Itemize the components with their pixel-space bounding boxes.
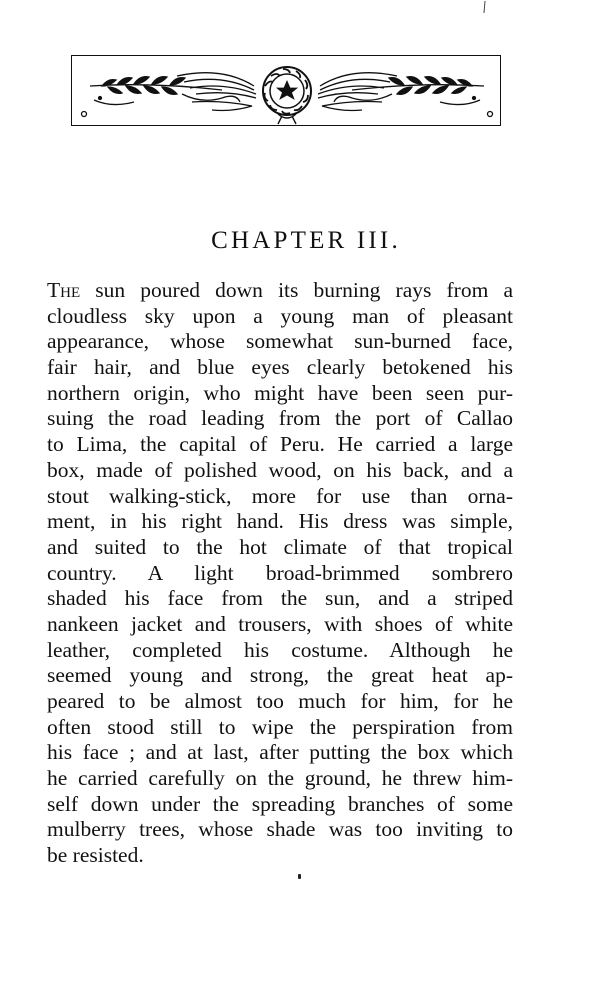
text-line: leather, completed his costume. Although he (47, 637, 513, 662)
text-line: and suited to the hot climate of that tropical (47, 534, 513, 559)
text-line: he carried carefully on the ground, he threw him- (47, 766, 513, 791)
text-line: peared to be almost too much for him, for he (47, 689, 513, 713)
text-line: nankeen jacket and trousers, with shoes of white (47, 611, 513, 636)
text-line: be resisted. (47, 843, 144, 868)
text-line: northern origin, who might have been seen pur- (47, 380, 513, 405)
text-line: mulberry trees, whose shade was too inviting to (47, 817, 513, 842)
text-line: his face ; and at last, after putting the box which (47, 740, 513, 765)
text-line: to Lima, the capital of Peru. He carried a large (47, 432, 513, 457)
text-line: country. A light broad-brimmed sombrero (47, 560, 513, 585)
wreath-wings-ornament (72, 56, 502, 127)
text-line: ment, in his right hand. His dress was simple, (47, 509, 513, 534)
text-line: box, made of polished wood, on his back, and a (47, 457, 513, 482)
text-line: shaded his face from the sun, and a striped (47, 586, 513, 611)
text-line: appearance, whose somewhat sun-burned face, (47, 329, 513, 354)
text-line: stout walking-stick, more for use than orna- (47, 483, 513, 508)
text-line: often stood still to wipe the perspiration from (47, 714, 513, 739)
drop-word: The (47, 278, 81, 302)
text-line: cloudless sky upon a young man of pleasant (47, 303, 513, 328)
text-line: The sun poured down its burning rays from a (47, 278, 513, 302)
chapter-title: CHAPTER III. (211, 227, 401, 254)
text-line: suing the road leading from the port of Callao (47, 406, 513, 431)
text-line: fair hair, and blue eyes clearly betokened his (47, 355, 513, 380)
text-line: self down under the spreading branches of some (47, 791, 513, 816)
text-line: seemed young and strong, the great heat ap- (47, 663, 513, 688)
ornamental-headpiece (71, 55, 501, 126)
corner-mark (483, 0, 486, 12)
chapter-paragraph (47, 278, 513, 869)
ink-speck (298, 874, 301, 879)
